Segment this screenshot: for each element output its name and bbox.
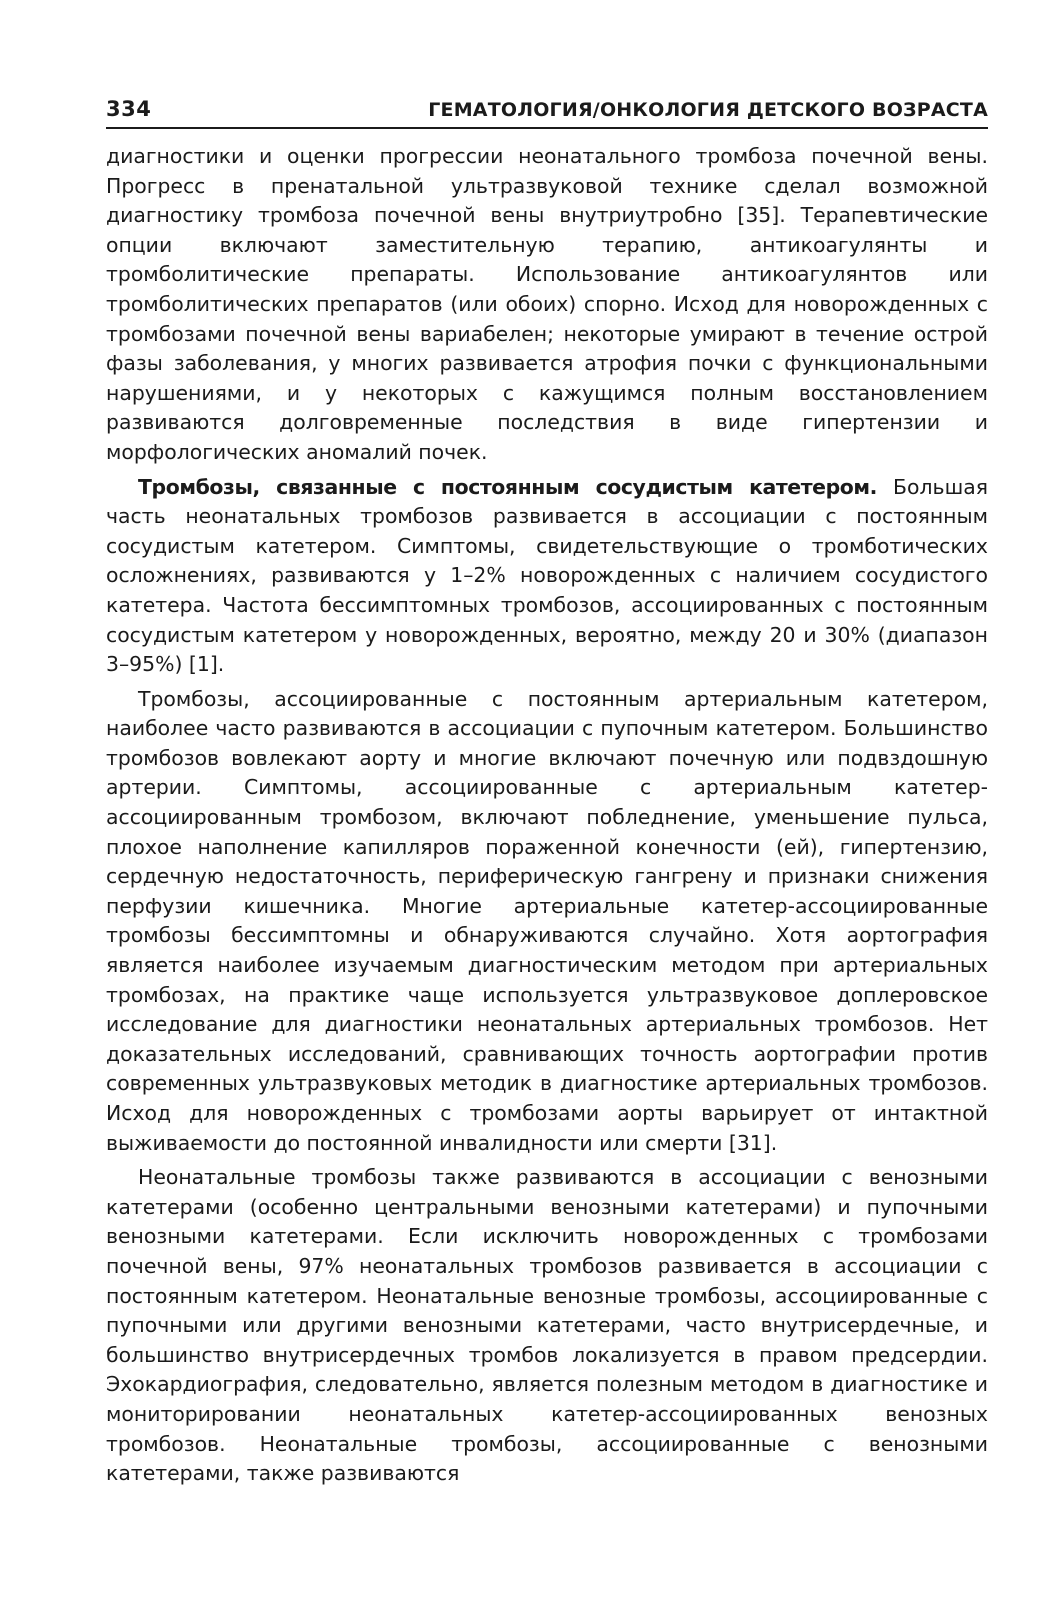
- paragraph-venous-catheter: [106, 1163, 988, 1489]
- paragraph-arterial-catheter: [106, 685, 988, 1159]
- paragraph-catheter-thrombosis: [106, 473, 988, 680]
- paragraph-renal-vein-continuation: [106, 142, 988, 468]
- paragraph-text: Большая часть неонатальных тромбозов развивается в ассоциации с постоянным сосудистым катетером. Симптомы, свидетельствующие о тромботических осложнениях, развиваются у 1–2% новорожденных с наличием сосудистого катетера. Частота бессимптомных тромбозов, ассоциированных с постоянным сосудистым катетером у новорожденных, вероятно, между 20 и 30% (диапазон 3–95%) [1].: [106, 474, 988, 677]
- running-head: [106, 97, 988, 127]
- book-title: ГЕМАТОЛОГИЯ/ОНКОЛОГИЯ ДЕТСКОГО ВОЗРАСТА: [428, 99, 988, 121]
- body-text: [106, 142, 988, 1489]
- paragraph-text: Тромбозы, ассоциированные с постоянным артериальным катетером, наиболее часто развиваются в ассоциации с пупочным катетером. Большинство тромбозов вовлекают аорту и многие включают почечную или подвздошную артерии. Симптомы, ассоциированные с артериальным катетер-ассоциированным тромбозом, включают побледнение, уменьшение пульса, плохое наполнение капилляров пораженной конечности (ей), гипертензию, сердечную недостаточность, периферическую гангрену и признаки снижения перфузии кишечника. Многие артериальные катетер-ассоциированные тромбозы бессимптомны и обнаруживаются случайно. Хотя аортография является наиболее изучаемым диагностическим методом при артериальных тромбозах, на практике чаще используется ультразвуковое доплеровское исследование для диагностики неонатальных артериальных тромбозов. Нет доказательных исследований, сравнивающих точность аортографии против современных ультразвуковых методик в диагностике артериальных тромбозов. Исход для новорожденных с тромбозами аорты варьирует от интактной выживаемости до постоянной инвалидности или смерти [31].: [106, 686, 988, 1155]
- paragraph-text: диагностики и оценки прогрессии неонатального тромбоза почечной вены. Прогресс в пренатальной ультразвуковой технике сделал возможной диагностику тромбоза почечной вены внутриутробно [35]. Терапевтические опции включают заместительную терапию, антикоагулянты и тромболитические препараты. Использование антикоагулянтов или тромболитических препаратов (или обоих) спорно. Исход для новорожденных с тромбозами почечной вены вариабелен; некоторые умирают в течение острой фазы заболевания, у многих развивается атрофия почки с функциональными нарушениями, и у некоторых с кажущимся полным восстановлением развиваются долговременные последствия в виде гипертензии и морфологических аномалий почек.: [106, 144, 988, 464]
- section-run-in-heading: Тромбозы, связанные с постоянным сосудистым катетером.: [138, 474, 877, 499]
- page-number: 334: [106, 97, 152, 121]
- paragraph-text: Неонатальные тромбозы также развиваются в ассоциации с венозными катетерами (особенно центральными венозными катетерами) и пупочными венозными катетерами. Если исключить новорожденных с тромбозами почечной вены, 97% неонатальных тромбозов развивается в ассоциации с постоянным катетером. Неонатальные венозные тромбозы, ассоциированные с пупочными или другими венозными катетерами, часто внутрисердечные, и большинство внутрисердечных тромбов локализуется в правом предсердии. Эхокардиография, следовательно, является полезным методом в диагностике и мониторировании неонатальных катетер-ассоциированных венозных тромбозов. Неонатальные тромбозы, ассоциированные с венозными катетерами, также развиваются: [106, 1165, 988, 1486]
- header-rule: [106, 127, 988, 129]
